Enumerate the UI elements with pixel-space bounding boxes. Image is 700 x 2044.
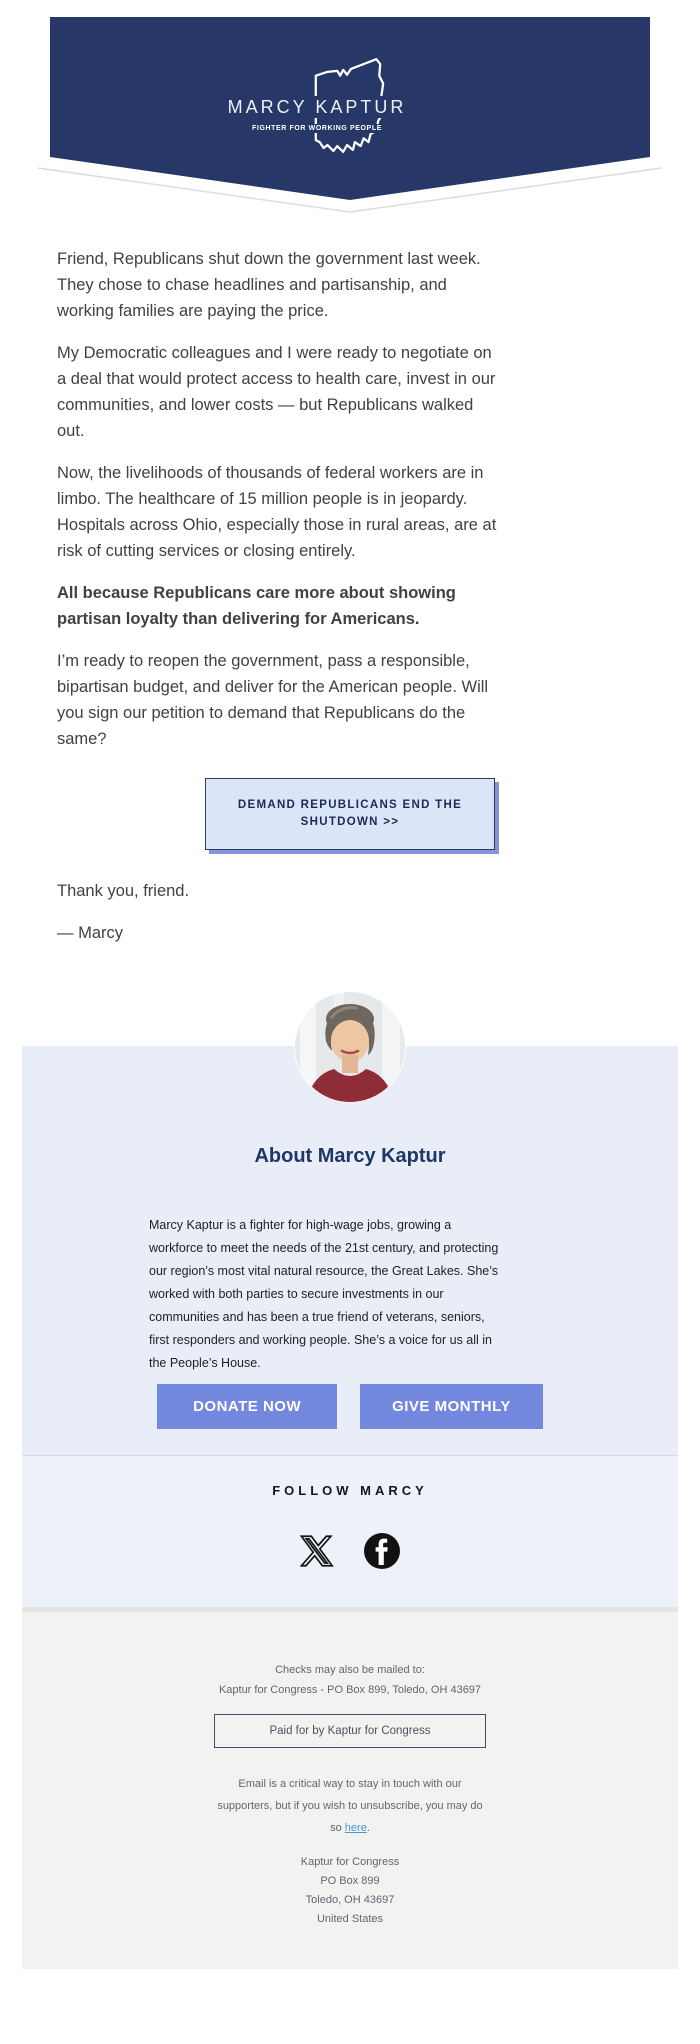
email-header-banner [36,10,664,222]
paragraph-5: I’m ready to reopen the government, pass a responsible, bipartisan budget, and deliver for the American people. Will you sign our petition to demand that Republicans do the same? [57,652,489,748]
campaign-logo [36,96,598,134]
paragraph-4-bold: All because Republicans care more about showing partisan loyalty than delivering for Americans. [57,584,456,628]
checks-line-2: Kaptur for Congress - PO Box 899, Toledo, OH 43697 [218,1684,482,1696]
follow-heading: FOLLOW MARCY [272,1483,428,1498]
photo-row [0,991,700,1046]
paragraph-1: Friend, Republicans shut down the government last week. They chose to chase headlines and partisanship, and working families are paying the price. [57,250,481,320]
paragraph-3: Now, the livelihoods of thousands of federal workers are in limbo. The healthcare of 15 million people is in jeopardy. Hospitals across Ohio, especially those in rural areas, are at risk of cutting services or closing entirely. [57,464,497,560]
x-twitter-icon [300,1534,334,1568]
email-footer [22,1607,678,1969]
email-body [0,10,700,2039]
paid-for-disclaimer: Paid for by Kaptur for Congress [214,1714,486,1748]
x-social-link[interactable] [300,1534,334,1568]
signature-text: — Marcy [57,924,123,942]
unsubscribe-text: Email is a critical way to stay in touch with our supporters, but if you wish to unsubscribe, you may do so here. [217,1778,483,1834]
social-icons-row [22,1533,678,1569]
logo-title: MARCY KAPTUR [223,96,412,118]
about-heading: About Marcy Kaptur [254,1145,446,1167]
marcy-kaptur-photo [294,991,406,1103]
unsubscribe-link[interactable]: here [344,1822,367,1834]
follow-section [22,1455,678,1607]
bottom-whitespace [0,1969,700,2039]
logo-tagline: FIGHTER FOR WORKING PEOPLE [248,124,386,133]
closing-text: Thank you, friend. [57,882,190,900]
bio-paragraph: Marcy Kaptur is a fighter for high-wage jobs, growing a workforce to meet the needs of the 21st century, and protecting our region’s most vital natural resource, the Great Lakes. She’s worked with both parties to secure investments in our communities and has been a true friend of veterans, seniors, first responders and working people. She’s a voice for us all in the People’s House. [149,1218,499,1370]
cta-row [0,778,700,850]
donate-now-button[interactable]: DONATE NOW [157,1384,337,1429]
petition-cta-button[interactable]: DEMAND REPUBLICANS END THE SHUTDOWN >> [205,778,495,850]
give-monthly-button[interactable]: GIVE MONTHLY [360,1384,543,1429]
paragraph-2: My Democratic colleagues and I were ready to negotiate on a deal that would protect access to health care, invest in our communities, and lower costs — but Republicans walked out. [57,344,496,440]
email-message [0,222,562,752]
facebook-icon [364,1533,400,1569]
checks-line-1: Checks may also be mailed to: [275,1664,425,1676]
donation-buttons-row [22,1384,678,1429]
about-section [22,1046,678,1455]
mailing-address: Kaptur for Congress PO Box 899 Toledo, OH 43697 United States [300,1856,400,1925]
facebook-social-link[interactable] [364,1533,400,1569]
